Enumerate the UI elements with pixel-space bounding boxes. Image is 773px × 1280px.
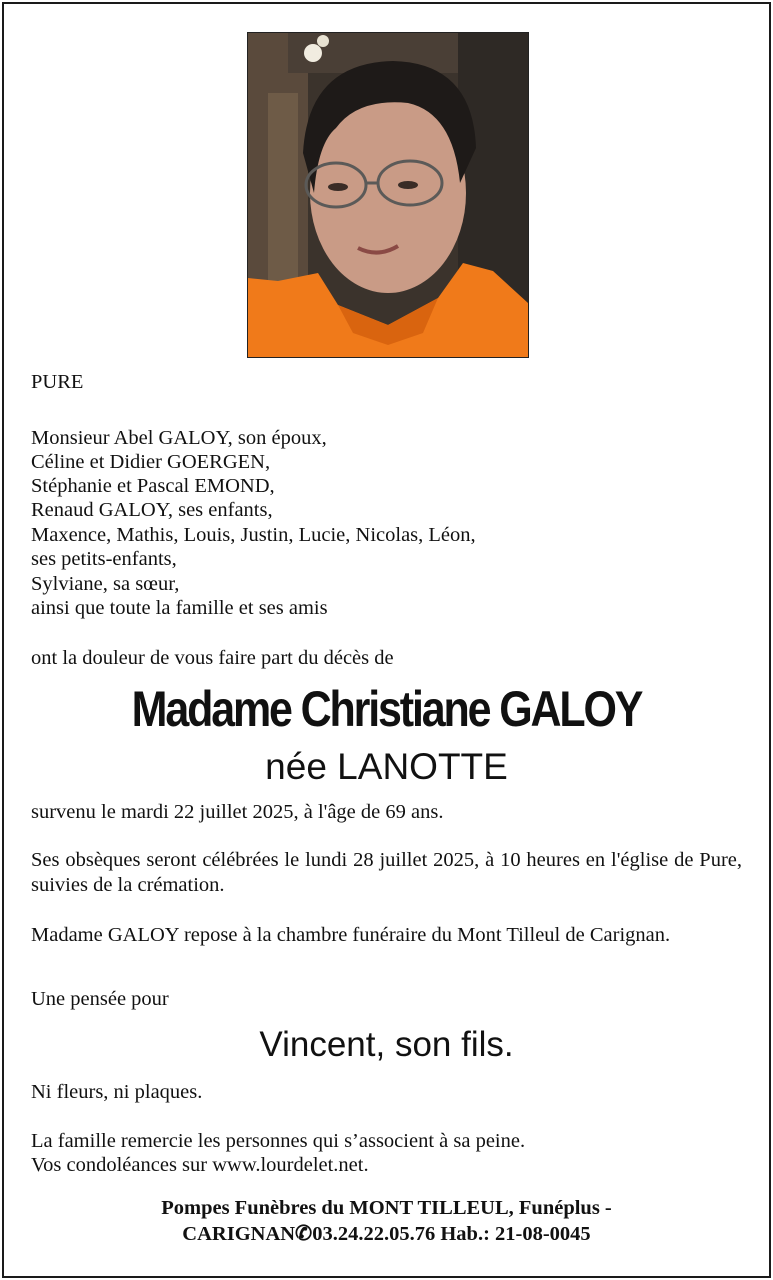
repose-details: Madame GALOY repose à la chambre funéraire du Mont Tilleul de Carignan. <box>31 924 671 946</box>
deceased-name: Madame Christiane GALOY <box>131 681 642 737</box>
announcement-intro: ont la douleur de vous faire part du décès de <box>31 647 394 669</box>
funeral-home-contact: CARIGNAN✆03.24.22.05.76 Hab.: 21-08-0045 <box>182 1223 591 1245</box>
family-line: ses petits-enfants, <box>31 548 177 570</box>
funeral-details: Ses obsèques seront célébrées le lundi 28 juillet 2025, à 10 heures en l'église de Pure, suivies de la crémation. <box>31 849 742 896</box>
no-flowers-note: Ni fleurs, ni plaques. <box>31 1081 203 1103</box>
death-details: survenu le mardi 22 juillet 2025, à l'âge de 69 ans. <box>31 801 444 823</box>
family-line: ainsi que toute la famille et ses amis <box>31 597 328 619</box>
family-line: Sylviane, sa sœur, <box>31 573 180 595</box>
portrait-photo <box>247 32 529 358</box>
funeral-home-line: Pompes Funèbres du MONT TILLEUL, Funéplus - <box>161 1197 612 1219</box>
thanks-line: La famille remercie les personnes qui s’associent à sa peine. <box>31 1130 526 1152</box>
maiden-name: née LANOTTE <box>265 746 508 787</box>
family-line: Stéphanie et Pascal EMOND, <box>31 475 275 497</box>
condolences-line: Vos condoléances sur www.lourdelet.net. <box>31 1154 369 1176</box>
family-line: Céline et Didier GOERGEN, <box>31 451 271 473</box>
thought-intro: Une pensée pour <box>31 988 169 1010</box>
village-heading: PURE <box>31 371 84 393</box>
thought-name: Vincent, son fils. <box>259 1025 514 1064</box>
family-line: Maxence, Mathis, Louis, Justin, Lucie, Nicolas, Léon, <box>31 524 476 546</box>
family-line: Monsieur Abel GALOY, son époux, <box>31 427 327 449</box>
family-line: Renaud GALOY, ses enfants, <box>31 499 273 521</box>
